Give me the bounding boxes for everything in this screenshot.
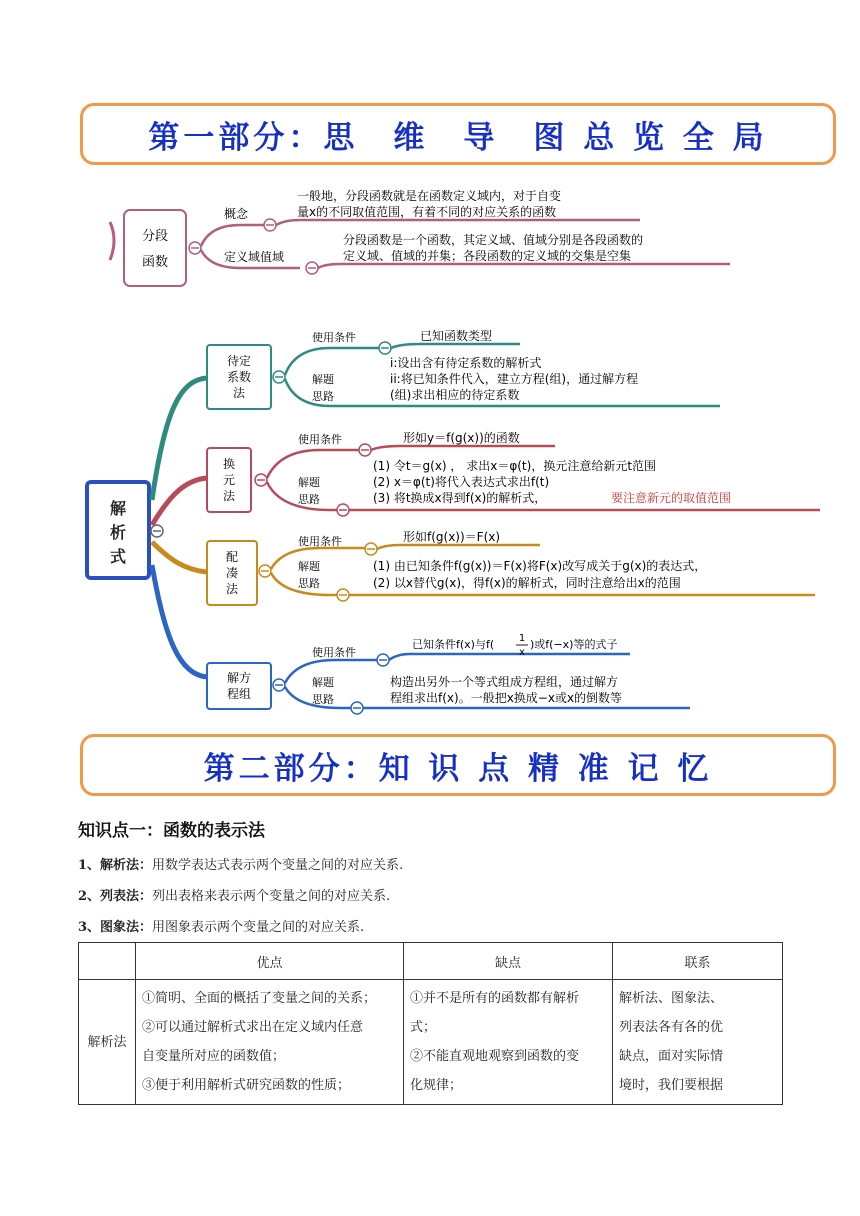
cons-line-3: ②不能直观地观察到函数的变	[410, 1049, 580, 1064]
branch3-cond-label: 使用条件	[298, 535, 342, 548]
item-2-text: 列出表格来表示两个变量之间的对应关系.	[152, 889, 391, 904]
map1-root-line1: 分段	[141, 229, 169, 244]
branch4-name-2: 程组	[226, 687, 252, 701]
item-1-text: 用数学表达式表示两个变量之间的对应关系.	[152, 858, 404, 873]
map2-root-1: 解	[109, 499, 127, 518]
item-3-text: 用图象表示两个变量之间的对应关系.	[152, 920, 365, 935]
cons-line-4: 化规律；	[410, 1078, 463, 1093]
knowledge-item-2	[78, 885, 390, 904]
link-line-4: 境时，我们要根据	[619, 1078, 724, 1093]
link-line-3: 缺点，面对实际情	[619, 1049, 724, 1064]
knowledge-item-1	[78, 854, 403, 873]
branch3-cond-text: 形如f(g(x))＝F(x)	[403, 530, 501, 544]
branch4-cond-text-b: )或f(−x)等的式子	[530, 638, 618, 651]
map1-domain-text-1: 分段函数是一个函数，其定义域、值域分别是各段函数的	[343, 233, 644, 247]
pros-line-2: ②可以通过解析式求出在定义域内任意	[142, 1020, 364, 1035]
knowledge-item-3	[78, 916, 364, 935]
link-line-1: 解析法、图象法、	[619, 991, 724, 1006]
section-banner-2	[80, 734, 836, 796]
pros-line-4: ③便于利用解析式研究函数的性质；	[142, 1078, 351, 1093]
branch4-cond-label: 使用条件	[312, 646, 356, 659]
branch3-name-3: 法	[225, 582, 239, 596]
banner-title-2: 第二部分：知 识 点 精 准 记 忆	[203, 750, 713, 787]
branch1-name-2: 系数	[226, 370, 252, 384]
cons-line-1: ①并不是所有的函数都有解析	[410, 991, 580, 1006]
table-header-link: 联系	[613, 943, 783, 980]
row-cons	[404, 980, 613, 1105]
branch1-method-label-2: 思路	[312, 390, 334, 403]
branch1-cond-label: 使用条件	[312, 331, 356, 344]
branch1-method-2: ii:将已知条件代入，建立方程(组)，通过解方程	[390, 372, 639, 386]
branch1-method-1: i:设出含有待定系数的解析式	[390, 356, 542, 370]
row-head: 解析法	[79, 980, 136, 1105]
branch3-method-2: (2) 以x替代g(x)，得f(x)的解析式，同时注意给出x的范围	[373, 576, 681, 590]
branch2-method-label-2: 思路	[298, 493, 320, 506]
mindmap-piecewise	[0, 180, 860, 300]
map1-concept-label: 概念	[224, 207, 249, 221]
branch1-method-3: (组)求出相应的待定系数	[390, 388, 520, 402]
branch2-method-label-1: 解题	[298, 476, 320, 489]
branch3-method-label-1: 解题	[298, 560, 320, 573]
branch4-method-2: 程组求出f(x)。一般把x换成−x或x的倒数等	[390, 691, 623, 705]
map1-root-line2: 函数	[141, 255, 169, 270]
branch2-name-2: 元	[222, 473, 236, 487]
branch3-name-1: 配	[225, 550, 239, 564]
branch2-cond-label: 使用条件	[298, 433, 342, 446]
branch4-method-label-2: 思路	[312, 693, 334, 706]
branch2-name-3: 法	[222, 489, 236, 503]
table-row	[79, 980, 783, 1105]
map1-root-box	[124, 210, 186, 286]
banner-title-1: 第一部分：思 维 导 图 总 览 全 局	[148, 119, 768, 156]
map1-concept-text-1: 一般地，分段函数就是在函数定义域内，对于自变	[297, 189, 562, 203]
branch4-method-1: 构造出另外一个等式组成方程组，通过解方	[390, 675, 619, 689]
section-banner-1	[80, 103, 836, 165]
map2-root-2: 析	[109, 523, 127, 542]
item-2-label: 2、列表法：	[78, 889, 153, 904]
branch2-method-1: (1) 令t＝g(x) ， 求出x＝φ(t)，换元注意给新元t范围	[373, 459, 657, 473]
branch2-method-2: (2) x＝φ(t)将代入表达式求出f(t)	[373, 475, 550, 489]
item-1-label: 1、解析法：	[78, 858, 153, 873]
branch1-method-label-1: 解题	[312, 373, 334, 386]
branch4-cond-text-a: 已知条件f(x)与f(	[412, 638, 495, 651]
branch4-cond-frac-den: x	[519, 647, 525, 658]
branch4-method-label-1: 解题	[312, 676, 334, 689]
branch1-name-3: 法	[232, 386, 246, 400]
knowledge-title: 知识点一：函数的表示法	[78, 821, 265, 841]
branch4-name-1: 解方	[226, 671, 252, 685]
branch2-method-note: 要注意新元的取值范围	[611, 491, 732, 505]
branch3-method-label-2: 思路	[298, 577, 320, 590]
row-link	[613, 980, 783, 1105]
pros-line-1: ①简明、全面的概括了变量之间的关系；	[142, 991, 377, 1006]
table-header-cons: 缺点	[404, 943, 613, 980]
branch2-name-1: 换	[222, 457, 236, 471]
map1-domain-text-2: 定义域、值域的并集；各段函数的定义域的交集是空集	[343, 249, 632, 263]
branch2-cond-text: 形如y＝f(g(x))的函数	[403, 431, 520, 445]
cons-line-2: 式；	[410, 1020, 437, 1035]
item-3-label: 3、图象法：	[78, 920, 153, 935]
map1-concept-text-2: 量x的不同取值范围，有着不同的对应关系的函数	[297, 205, 557, 219]
map2-root-3: 式	[109, 547, 127, 566]
branch4-cond-frac-num: 1	[518, 633, 526, 644]
table-header-row	[79, 943, 783, 980]
branch1-cond-text: 已知函数类型	[420, 329, 493, 343]
mindmap-analytic	[0, 320, 860, 720]
row-pros	[136, 980, 404, 1105]
pros-line-3: 自变量所对应的函数值；	[142, 1049, 286, 1064]
branch3-name-2: 凑	[225, 566, 239, 580]
branch1-name-1: 待定	[226, 354, 252, 368]
branch4-box	[207, 663, 271, 709]
representation-table	[78, 942, 783, 1105]
link-line-2: 列表法各有各的优	[619, 1020, 724, 1035]
branch2-method-3: (3) 将t换成x得到f(x)的解析式，	[373, 491, 547, 505]
table-header-pros: 优点	[136, 943, 404, 980]
map1-domain-label: 定义域值域	[224, 250, 285, 264]
branch3-method-1: (1) 由已知条件f(g(x))＝F(x)将F(x)改写成关于g(x)的表达式，	[373, 559, 707, 573]
table-header-empty	[79, 943, 136, 980]
